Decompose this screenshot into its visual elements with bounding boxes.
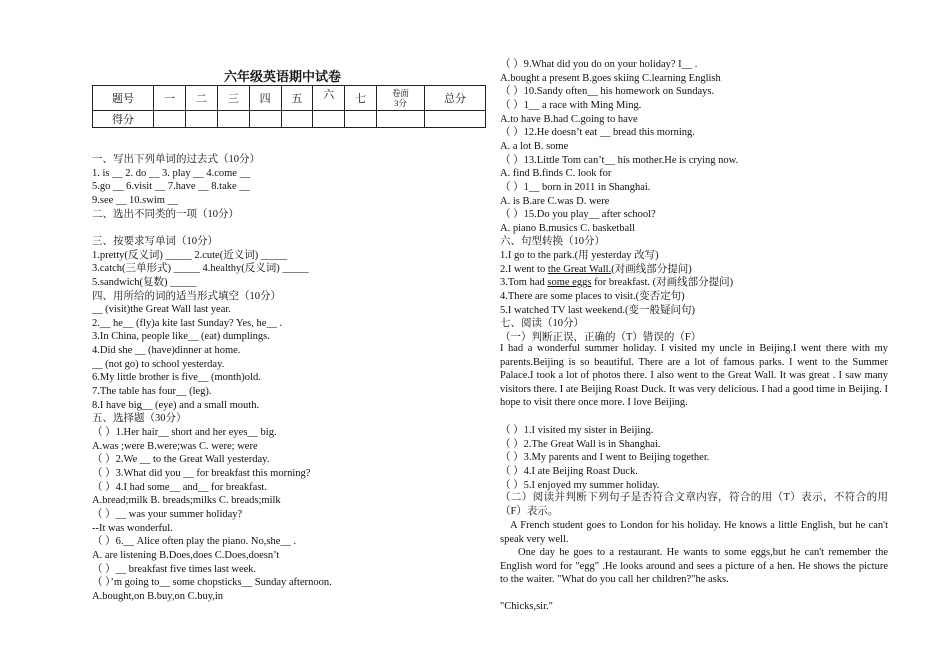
question-line: （ ）6.__ Alice often play the piano. No,she__ .: [92, 536, 297, 548]
table-header-cell: 四: [249, 86, 281, 111]
score-cell: [154, 111, 186, 128]
question-line: 七、阅读（10分）: [500, 318, 584, 330]
score-cell: [345, 111, 377, 128]
story-paragraph-3: "Chicks,sir.": [500, 601, 553, 612]
question-line: A.bought a present B.goes skiing C.learning English: [500, 72, 721, 84]
question-line: （ ）__ was your summer holiday?: [92, 508, 243, 520]
underlined-text: the Great Wall.: [547, 263, 612, 275]
score-cell: [377, 111, 425, 128]
table-row-label: 得分: [93, 111, 154, 128]
question-line: （ ）12.He doesn’t eat __ bread this morning.: [500, 127, 695, 139]
score-cell: [217, 111, 249, 128]
table-header-cell: 一: [154, 86, 186, 111]
question-line: 3.Tom had some eggs for breakfast. (对画线部分提问): [500, 277, 734, 289]
question-line: A. piano B.musics C. basketball: [500, 222, 636, 234]
table-header-cell: 总分: [424, 86, 485, 111]
table-header-cell: 五: [281, 86, 313, 111]
question-line: 1.I go to the park.(用 yesterday 改写): [500, 250, 659, 262]
question-line: （ ）’m going to__ some chopsticks__ Sunday afternoon.: [92, 577, 332, 589]
question-line: （ ）13.Little Tom can’t__ his mother.He is crying now.: [500, 154, 739, 166]
score-cell: [281, 111, 313, 128]
question-line: 3.catch(三单形式) _____ 4.healthy(反义词) _____: [92, 263, 309, 275]
question-line: （ ）3.What did you __ for breakfast this morning?: [92, 467, 311, 479]
table-header-cell: 卷面 3分: [377, 86, 425, 111]
true-false-item: （ ）3.My parents and I went to Beijing together.: [500, 452, 710, 464]
question-line: 5.sandwich(复数) _____: [92, 276, 197, 288]
question-line: （ ）15.Do you play__ after school?: [500, 209, 656, 221]
question-line: 9.see __ 10.swim __: [92, 194, 179, 206]
question-line: 5.I watched TV last weekend.(变一般疑问句): [500, 304, 695, 316]
question-line: 一、写出下列单词的过去式（10分）: [92, 154, 260, 165]
question-line: A.bread;milk B. breads;milks C. breads;milk: [92, 495, 281, 507]
table-header-cell: 七: [345, 86, 377, 111]
question-line: __ (not go) to school yesterday.: [92, 358, 225, 370]
question-line: 1.pretty(反义词) _____ 2.cute(近义词) _____: [92, 249, 288, 261]
table-header-cell: 二: [185, 86, 217, 111]
score-table-score-row: [93, 111, 486, 128]
question-line: 8.I have big__ (eye) and a small mouth.: [92, 399, 260, 411]
question-line: （ ）1__ a race with Ming Ming.: [500, 99, 642, 111]
reading-passage: I had a wonderful summer holiday. I visited my uncle in Beijing.I went there with my parents.Beijing is so beautiful. There are a lot of famous parks. I went to the Summer Palace.I took a lot of photos there. I also went to the Great Wall. It was great . I saw many visitors there. I ate Beijing Roast Duck. It was very delicious. I had a good time in Beijing. I hope to visit there once more. I love Beijing.: [500, 343, 888, 409]
question-line: 三、按要求写单词（10分）: [92, 235, 218, 247]
question-line: 4.Did she __ (have)dinner at home.: [92, 345, 241, 357]
question-line: 六、句型转换（10分）: [500, 236, 605, 248]
question-line: __ (visit)the Great Wall last year.: [92, 304, 231, 316]
question-line: 二、选出不同类的一项（10分）: [92, 208, 239, 220]
score-table-header-row: [93, 86, 486, 111]
score-cell: [185, 111, 217, 128]
score-cell: [249, 111, 281, 128]
score-cell: [313, 111, 345, 128]
question-line: 7.The table has four__ (leg).: [92, 386, 212, 398]
question-line: （ ）2.We __ to the Great Wall yesterday.: [92, 454, 270, 466]
question-line: A. is B.are C.was D. were: [500, 195, 610, 207]
question-line: A. are listening B.Does,does C.Does,doesn’t: [92, 549, 280, 561]
table-header-cell: 题号: [93, 86, 154, 111]
page-title: 六年级英语期中试卷: [224, 69, 342, 84]
question-line: （ ）4.I had some__ and__ for breakfast.: [92, 481, 267, 493]
question-line: --It was wonderful.: [92, 522, 173, 534]
question-line: （一）判断正误，正确的（T）错误的（F）: [500, 332, 702, 343]
question-line: A.to have B.had C.going to have: [500, 113, 638, 125]
question-line: 2.__ he__ (fly)a kite last Sunday? Yes, he__ .: [92, 317, 283, 329]
table-header-cell: 三: [217, 86, 249, 111]
question-line: A.bought,on B.buy,on C.buy,in: [92, 590, 224, 602]
question-line: （ ）1__ born in 2011 in Shanghai.: [500, 181, 651, 193]
question-line: A.was ;were B.were;was C. were; were: [92, 440, 258, 452]
story-paragraph-1: A French student goes to London for his holiday. He knows a little English, but he can't speak very well.: [500, 520, 888, 545]
question-line: A. a lot B. some: [500, 140, 569, 152]
true-false-item: （ ）4.I ate Beijing Roast Duck.: [500, 465, 638, 477]
question-line: （ ）1.Her hair__ short and her eyes__ big.: [92, 427, 277, 438]
score-cell: [424, 111, 485, 128]
table-header-cell: 六: [313, 86, 345, 111]
part2-instruction: （二）阅读并判断下列句子是否符合文章内容，符合的用（T）表示，不符合的用（F）表示。: [500, 492, 888, 517]
true-false-item: （ ）2.The Great Wall is in Shanghai.: [500, 438, 661, 450]
question-line: 5.go __ 6.visit __ 7.have __ 8.take __: [92, 181, 250, 193]
true-false-item: （ ）1.I visited my sister in Beijing.: [500, 425, 654, 436]
question-line: 6.My little brother is five__ (month)old.: [92, 372, 261, 384]
question-line: （ ）10.Sandy often__ his homework on Sundays.: [500, 86, 715, 98]
question-line: （ ）__ breakfast five times last week.: [92, 563, 257, 575]
question-line: 1. is __ 2. do __ 3. play __ 4.come __: [92, 167, 251, 179]
question-line: 4.There are some places to visit.(变否定句): [500, 291, 685, 303]
underlined-text: some eggs: [547, 277, 592, 289]
question-line: （ ）9.What did you do on your holiday? I__ .: [500, 59, 698, 70]
true-false-item: （ ）5.I enjoyed my summer holiday.: [500, 479, 660, 491]
question-line: 五、选择题（30分）: [92, 413, 187, 425]
question-line: A. find B.finds C. look for: [500, 168, 612, 180]
question-line: 3.In China, people like__ (eat) dumplings.: [92, 331, 270, 343]
question-line: 四、用所给的词的适当形式填空（10分）: [92, 290, 281, 302]
question-line: 2.I went to the Great Wall.(对画线部分提问): [500, 263, 692, 275]
score-table: [92, 85, 486, 128]
story-paragraph-2: One day he goes to a restaurant. He wants to some eggs,but he can't remember the English word for "egg" .He looks around and sees a picture of a hen. He shows the picture to the waiter. "What do you call her children?"he asks.: [500, 547, 888, 586]
